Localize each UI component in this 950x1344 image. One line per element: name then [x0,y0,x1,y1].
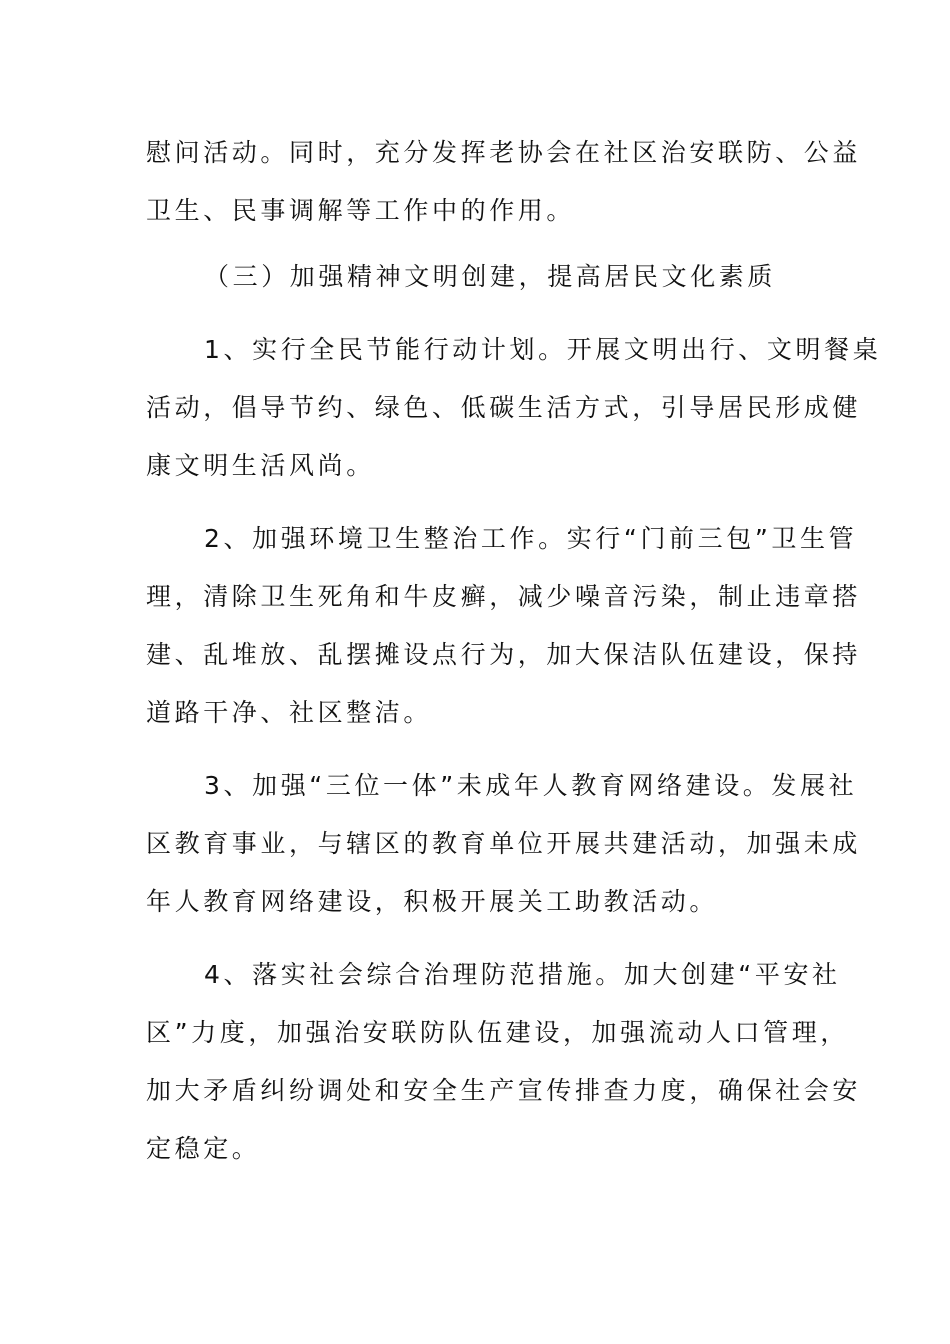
text-line: 1、实行全民节能行动计划。开展文明出行、文明餐桌 [204,335,882,364]
text-line: 3、加强“三位一体”未成年人教育网络建设。发展社 [204,771,858,800]
text-line: 卫生、民事调解等工作中的作用。 [146,196,576,225]
text-line: 区教育事业，与辖区的教育单位开展共建活动，加强未成 [146,829,862,858]
text-line: 加大矛盾纠纷调处和安全生产宣传排查力度，确保社会安 [146,1076,862,1105]
section-heading-text: （三）加强精神文明创建，提高居民文化素质 [204,262,777,291]
paragraph-item-2 [146,510,862,742]
text-line: 活动，倡导节约、绿色、低碳生活方式，引导居民形成健 [146,393,862,422]
paragraph-item-3 [146,757,862,931]
paragraph-item-4 [146,946,862,1178]
text-line: 康文明生活风尚。 [146,451,375,480]
text-line: 2、加强环境卫生整治工作。实行“门前三包”卫生管 [204,524,858,553]
text-line: 年人教育网络建设，积极开展关工助教活动。 [146,887,719,916]
paragraph-item-1 [146,321,882,495]
text-line: 建、乱堆放、乱摆摊设点行为，加大保洁队伍建设，保持 [146,640,862,669]
paragraph-continuation [146,124,862,240]
document-body [146,124,882,1178]
text-line: 区”力度，加强治安联防队伍建设，加强流动人口管理， [146,1018,849,1047]
text-line: 理，清除卫生死角和牛皮癣，减少噪音污染，制止违章搭 [146,582,862,611]
text-line: 慰问活动。同时，充分发挥老协会在社区治安联防、公益 [146,138,862,167]
text-line: 道路干净、社区整洁。 [146,698,433,727]
section-heading [146,248,806,306]
text-line: 定稳定。 [146,1134,261,1163]
text-line: 4、落实社会综合治理防范措施。加大创建“平安社 [204,960,841,989]
